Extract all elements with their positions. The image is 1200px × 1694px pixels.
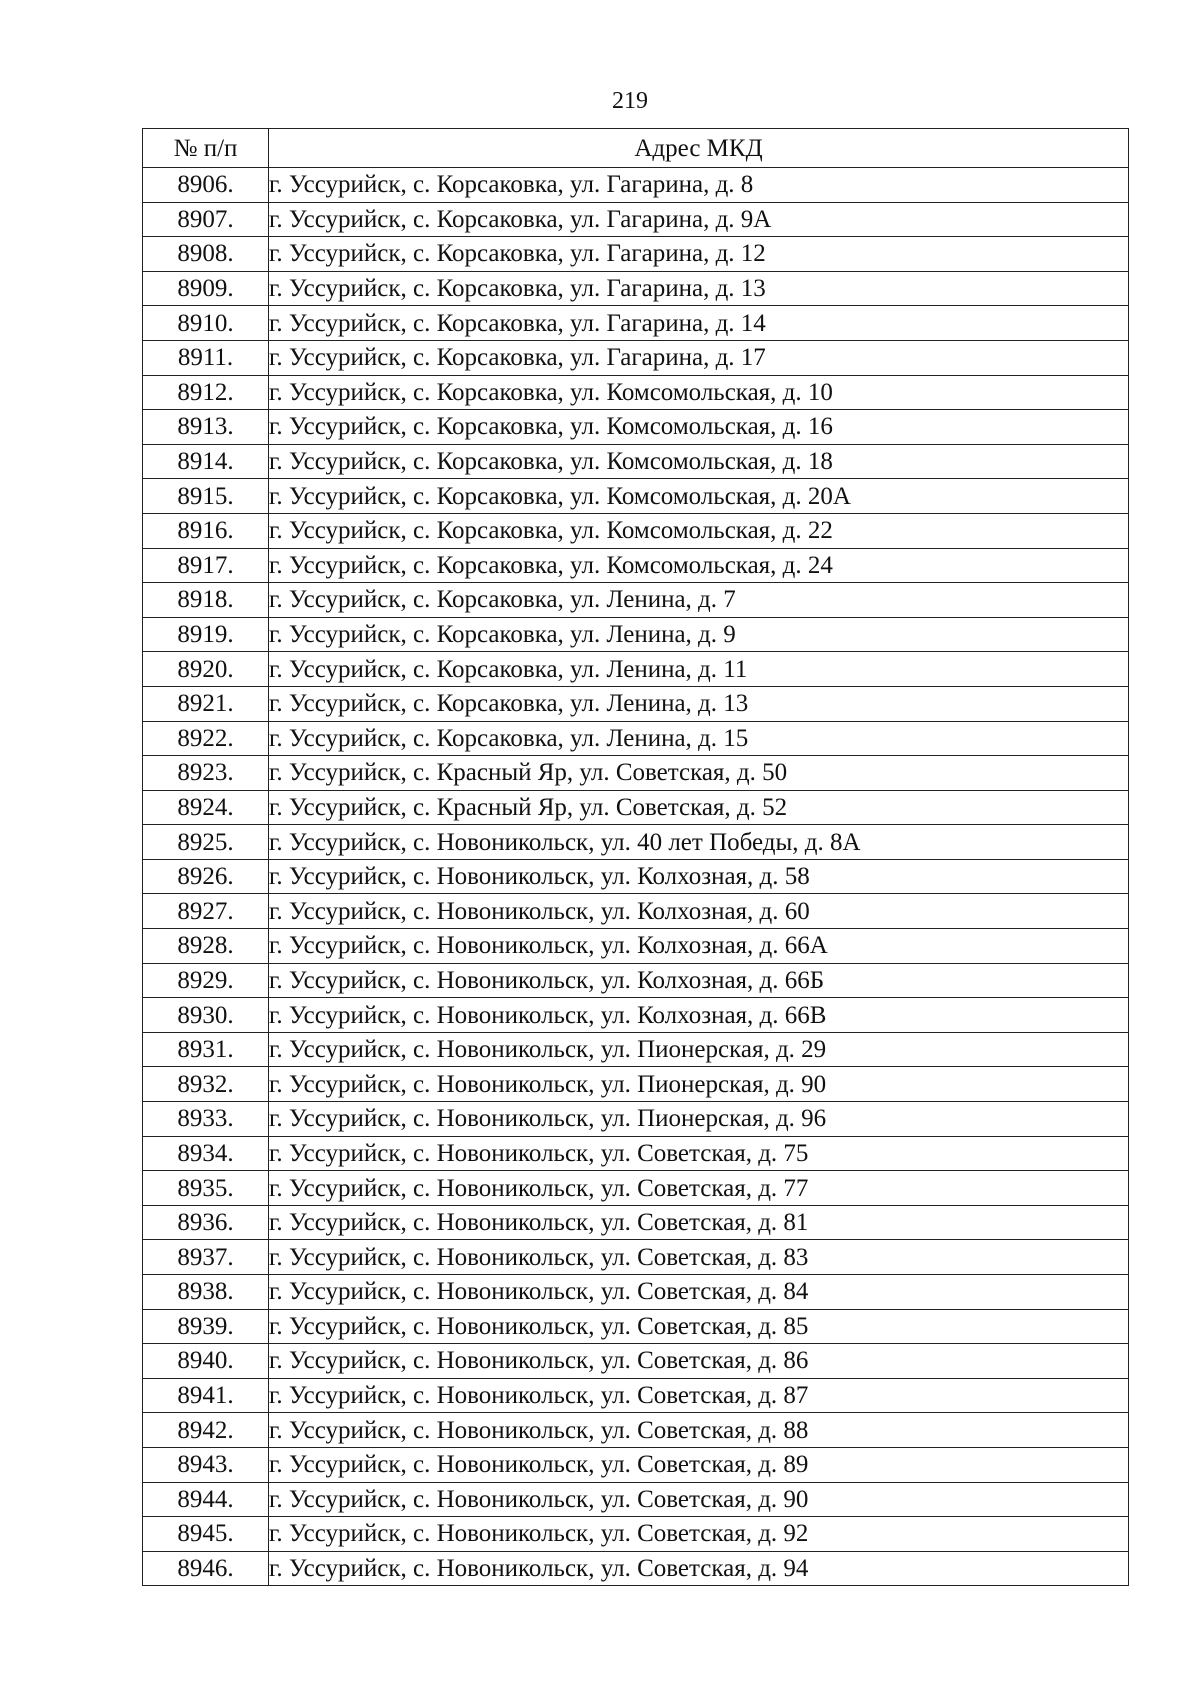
table-header-row <box>143 129 1129 168</box>
table-row <box>143 1447 1129 1482</box>
row-number: 8924. <box>143 790 269 825</box>
row-address: г. Уссурийск, с. Новоникольск, ул. Советская, д. 85 <box>269 1309 1129 1344</box>
row-number: 8927. <box>143 894 269 929</box>
row-address: г. Уссурийск, с. Корсаковка, ул. Гагарина, д. 13 <box>269 271 1129 306</box>
table-row <box>143 375 1129 410</box>
table-row <box>143 998 1129 1033</box>
row-number: 8929. <box>143 963 269 998</box>
table-row <box>143 1344 1129 1379</box>
table-row <box>143 1136 1129 1171</box>
row-number: 8945. <box>143 1517 269 1552</box>
row-address: г. Уссурийск, с. Новоникольск, ул. Советская, д. 89 <box>269 1447 1129 1482</box>
row-address: г. Уссурийск, с. Новоникольск, ул. Советская, д. 81 <box>269 1205 1129 1240</box>
row-address: г. Уссурийск, с. Новоникольск, ул. Колхозная, д. 66В <box>269 998 1129 1033</box>
row-number: 8940. <box>143 1344 269 1379</box>
table-row <box>143 1413 1129 1448</box>
row-number: 8942. <box>143 1413 269 1448</box>
table-row <box>143 652 1129 687</box>
table-row <box>143 340 1129 375</box>
row-address: г. Уссурийск, с. Корсаковка, ул. Гагарина, д. 17 <box>269 340 1129 375</box>
table-row <box>143 790 1129 825</box>
table-row <box>143 963 1129 998</box>
row-number: 8907. <box>143 202 269 237</box>
table-row <box>143 1378 1129 1413</box>
row-address: г. Уссурийск, с. Корсаковка, ул. Комсомольская, д. 10 <box>269 375 1129 410</box>
row-number: 8941. <box>143 1378 269 1413</box>
row-number: 8921. <box>143 686 269 721</box>
row-address: г. Уссурийск, с. Новоникольск, ул. Советская, д. 84 <box>269 1275 1129 1310</box>
row-address: г. Уссурийск, с. Новоникольск, ул. Колхозная, д. 58 <box>269 859 1129 894</box>
table-row <box>143 271 1129 306</box>
table-row <box>143 513 1129 548</box>
row-number: 8933. <box>143 1102 269 1137</box>
row-number: 8939. <box>143 1309 269 1344</box>
row-number: 8918. <box>143 583 269 618</box>
row-address: г. Уссурийск, с. Корсаковка, ул. Ленина, д. 7 <box>269 583 1129 618</box>
row-address: г. Уссурийск, с. Новоникольск, ул. 40 лет Победы, д. 8А <box>269 825 1129 860</box>
table-row <box>143 1102 1129 1137</box>
table-row <box>143 686 1129 721</box>
row-number: 8923. <box>143 756 269 791</box>
table-row <box>143 548 1129 583</box>
row-address: г. Уссурийск, с. Новоникольск, ул. Пионерская, д. 96 <box>269 1102 1129 1137</box>
row-address: г. Уссурийск, с. Новоникольск, ул. Колхозная, д. 66Б <box>269 963 1129 998</box>
column-header-number: № п/п <box>143 129 269 168</box>
table-row <box>143 583 1129 618</box>
table-row <box>143 617 1129 652</box>
table-row <box>143 1517 1129 1552</box>
row-address: г. Уссурийск, с. Новоникольск, ул. Советская, д. 92 <box>269 1517 1129 1552</box>
row-number: 8919. <box>143 617 269 652</box>
table-row <box>143 1067 1129 1102</box>
row-address: г. Уссурийск, с. Красный Яр, ул. Советская, д. 52 <box>269 790 1129 825</box>
table-row <box>143 306 1129 341</box>
table-row <box>143 444 1129 479</box>
row-address: г. Уссурийск, с. Корсаковка, ул. Ленина, д. 9 <box>269 617 1129 652</box>
row-address: г. Уссурийск, с. Новоникольск, ул. Советская, д. 77 <box>269 1171 1129 1206</box>
table-row <box>143 1240 1129 1275</box>
row-number: 8930. <box>143 998 269 1033</box>
row-number: 8916. <box>143 513 269 548</box>
row-number: 8920. <box>143 652 269 687</box>
row-address: г. Уссурийск, с. Новоникольск, ул. Советская, д. 88 <box>269 1413 1129 1448</box>
row-number: 8922. <box>143 721 269 756</box>
table-row <box>143 1309 1129 1344</box>
row-number: 8937. <box>143 1240 269 1275</box>
row-address: г. Уссурийск, с. Корсаковка, ул. Гагарина, д. 12 <box>269 237 1129 272</box>
row-number: 8914. <box>143 444 269 479</box>
row-address: г. Уссурийск, с. Новоникольск, ул. Советская, д. 83 <box>269 1240 1129 1275</box>
row-number: 8938. <box>143 1275 269 1310</box>
row-number: 8911. <box>143 340 269 375</box>
row-address: г. Уссурийск, с. Корсаковка, ул. Гагарина, д. 14 <box>269 306 1129 341</box>
row-address: г. Уссурийск, с. Новоникольск, ул. Пионерская, д. 29 <box>269 1032 1129 1067</box>
row-number: 8912. <box>143 375 269 410</box>
row-number: 8908. <box>143 237 269 272</box>
row-number: 8935. <box>143 1171 269 1206</box>
table-row <box>143 168 1129 203</box>
row-address: г. Уссурийск, с. Корсаковка, ул. Ленина, д. 11 <box>269 652 1129 687</box>
row-address: г. Уссурийск, с. Новоникольск, ул. Советская, д. 94 <box>269 1551 1129 1586</box>
row-number: 8932. <box>143 1067 269 1102</box>
table-row <box>143 859 1129 894</box>
table-row <box>143 825 1129 860</box>
row-address: г. Уссурийск, с. Корсаковка, ул. Ленина, д. 15 <box>269 721 1129 756</box>
row-address: г. Уссурийск, с. Корсаковка, ул. Гагарина, д. 8 <box>269 168 1129 203</box>
table-row <box>143 237 1129 272</box>
row-address: г. Уссурийск, с. Новоникольск, ул. Советская, д. 75 <box>269 1136 1129 1171</box>
row-address: г. Уссурийск, с. Корсаковка, ул. Комсомольская, д. 18 <box>269 444 1129 479</box>
row-number: 8925. <box>143 825 269 860</box>
row-address: г. Уссурийск, с. Корсаковка, ул. Комсомольская, д. 20А <box>269 479 1129 514</box>
row-address: г. Уссурийск, с. Новоникольск, ул. Колхозная, д. 60 <box>269 894 1129 929</box>
table-row <box>143 1551 1129 1586</box>
row-address: г. Уссурийск, с. Корсаковка, ул. Ленина, д. 13 <box>269 686 1129 721</box>
row-number: 8936. <box>143 1205 269 1240</box>
row-number: 8906. <box>143 168 269 203</box>
column-header-address: Адрес МКД <box>269 129 1129 168</box>
row-address: г. Уссурийск, с. Новоникольск, ул. Советская, д. 90 <box>269 1482 1129 1517</box>
row-number: 8909. <box>143 271 269 306</box>
table-row <box>143 479 1129 514</box>
table-row <box>143 1171 1129 1206</box>
table-row <box>143 410 1129 445</box>
table-row <box>143 1205 1129 1240</box>
row-number: 8934. <box>143 1136 269 1171</box>
address-table <box>142 128 1129 1586</box>
row-address: г. Уссурийск, с. Новоникольск, ул. Пионерская, д. 90 <box>269 1067 1129 1102</box>
row-number: 8944. <box>143 1482 269 1517</box>
row-address: г. Уссурийск, с. Новоникольск, ул. Советская, д. 87 <box>269 1378 1129 1413</box>
table-row <box>143 1482 1129 1517</box>
table-body <box>143 168 1129 1586</box>
row-address: г. Уссурийск, с. Красный Яр, ул. Советская, д. 50 <box>269 756 1129 791</box>
row-number: 8915. <box>143 479 269 514</box>
table-row <box>143 929 1129 964</box>
page-number: 219 <box>612 88 648 114</box>
row-address: г. Уссурийск, с. Новоникольск, ул. Советская, д. 86 <box>269 1344 1129 1379</box>
row-number: 8931. <box>143 1032 269 1067</box>
table-row <box>143 721 1129 756</box>
table-row <box>143 756 1129 791</box>
row-number: 8946. <box>143 1551 269 1586</box>
row-address: г. Уссурийск, с. Корсаковка, ул. Комсомольская, д. 24 <box>269 548 1129 583</box>
row-number: 8917. <box>143 548 269 583</box>
table-row <box>143 894 1129 929</box>
row-number: 8926. <box>143 859 269 894</box>
row-address: г. Уссурийск, с. Корсаковка, ул. Комсомольская, д. 16 <box>269 410 1129 445</box>
row-number: 8928. <box>143 929 269 964</box>
row-address: г. Уссурийск, с. Корсаковка, ул. Комсомольская, д. 22 <box>269 513 1129 548</box>
row-number: 8910. <box>143 306 269 341</box>
row-number: 8943. <box>143 1447 269 1482</box>
table-row <box>143 202 1129 237</box>
row-address: г. Уссурийск, с. Новоникольск, ул. Колхозная, д. 66А <box>269 929 1129 964</box>
table-row <box>143 1275 1129 1310</box>
table-row <box>143 1032 1129 1067</box>
row-address: г. Уссурийск, с. Корсаковка, ул. Гагарина, д. 9А <box>269 202 1129 237</box>
row-number: 8913. <box>143 410 269 445</box>
